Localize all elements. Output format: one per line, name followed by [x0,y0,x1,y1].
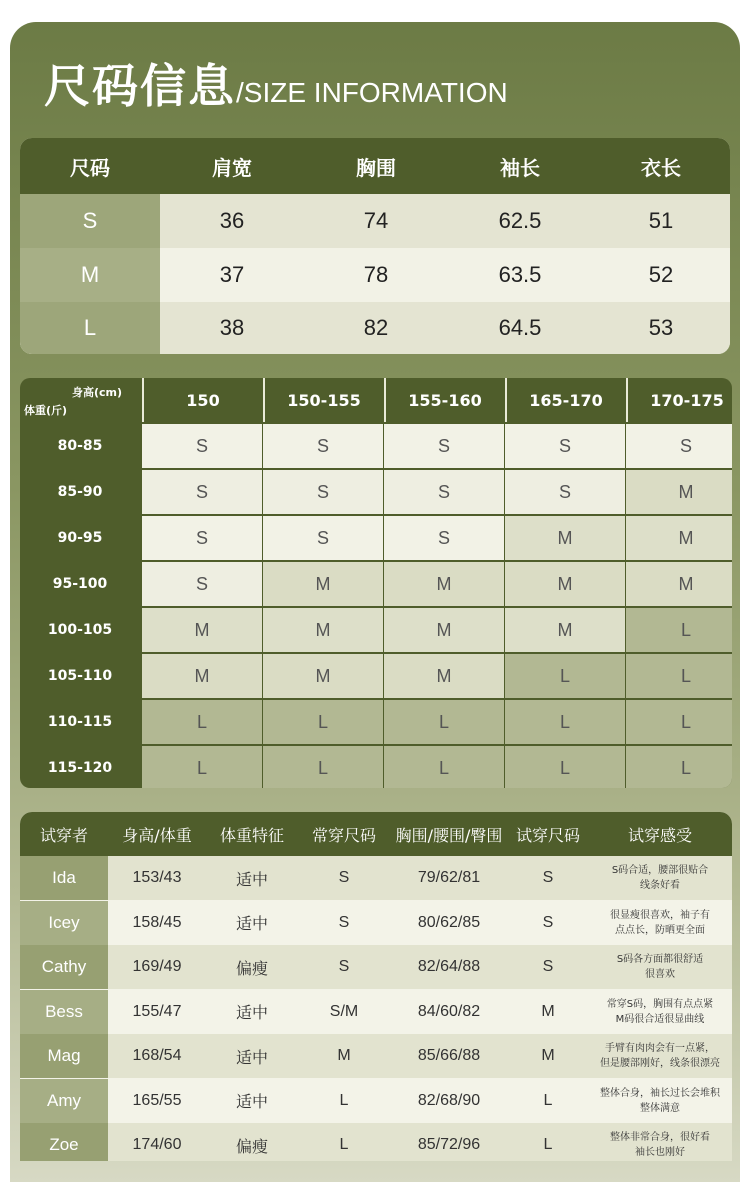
tester-name: Cathy [20,945,108,989]
feedback-cell: S码合适，腰部很贴合 线条好看 [611,865,709,891]
height-column-header: 165-170 [505,378,625,422]
table-cell: 74 [363,208,389,233]
table-row [20,194,730,248]
header-feedback: 试穿感受 [627,825,692,845]
build-cell: 适中 [235,916,268,933]
weight-row-label: 115-120 [47,760,113,776]
recommended-size-cell: S [142,562,262,606]
height-weight-cell: 169/49 [132,958,182,975]
weight-row-label: 100-105 [47,622,113,638]
recommended-size-cell: L [505,746,625,788]
measurements-cell: 82/68/90 [417,1091,481,1109]
recommended-size-cell: M [626,516,732,560]
height-weight-cell: 153/43 [132,869,182,886]
weight-row-label: 85-90 [57,484,103,500]
tried-size-cell: S [542,869,554,886]
weight-row-label: 95-100 [52,576,108,592]
recommended-size-cell: S [142,470,262,514]
table-cell: 36 [219,208,245,233]
recommended-size-cell: S [263,516,383,560]
size-label: S [20,194,160,248]
build-cell: 适中 [235,1094,268,1111]
size-table-header [20,138,730,194]
height-column-header: 170-175 [626,378,732,422]
tester-row [20,1034,732,1078]
height-weight-cell: 168/54 [132,1047,182,1064]
tester-row [20,1079,732,1123]
feedback-cell: 很显瘦很喜欢，袖子有 点点长，防晒更全面 [610,909,710,936]
recommended-size-cell: L [505,654,625,698]
tester-name: Zoe [20,1123,108,1161]
weight-row-label: 90-95 [57,530,103,546]
tester-name: Amy [20,1079,108,1123]
recommended-size-cell: L [626,654,732,698]
header-shoulder: 肩宽 [212,155,252,180]
usual-size-cell: L [339,1136,349,1153]
recommended-size-cell: S [626,424,732,468]
tried-size-cell: M [541,1002,555,1020]
recommended-size-cell: M [142,608,262,652]
recommended-size-cell: S [505,470,625,514]
height-column-header: 155-160 [384,378,504,422]
weight-axis-label: 体重(斤) [24,404,68,417]
tester-row [20,1123,732,1161]
tester-row [20,901,732,945]
size-recommendation-table [20,378,732,788]
tester-name: Bess [20,990,108,1034]
recommended-size-cell: M [263,562,383,606]
usual-size-cell: S [338,913,350,931]
table-cell: 62.5 [498,208,542,233]
tried-size-cell: S [542,958,554,975]
recommended-size-cell: L [626,608,732,652]
measurements-cell: 85/72/96 [417,1136,481,1153]
table-cell: 82 [363,315,389,340]
page-title [44,50,508,116]
recommended-size-cell: L [263,700,383,744]
usual-size-cell: S [338,958,350,975]
table-row [20,302,730,354]
header-measurements: 胸围/腰围/臀围 [395,825,503,845]
recommended-size-cell: M [384,562,504,606]
recommended-size-cell: S [263,424,383,468]
feedback-cell: S码各方面都很舒适 很喜欢 [616,954,704,980]
recommended-size-cell: S [384,424,504,468]
header-sleeve: 袖长 [500,155,540,180]
feedback-cell: 整体非常合身，很好看 袖长也刚好 [610,1132,710,1158]
header-chest: 胸围 [356,155,396,180]
tester-row [20,856,732,900]
size-label: L [20,302,160,354]
measurements-cell: 80/62/85 [417,913,481,931]
measurements-cell: 82/64/88 [417,958,481,975]
recommended-size-cell: L [384,700,504,744]
recommended-size-cell: M [263,654,383,698]
recommended-size-cell: M [384,654,504,698]
usual-size-cell: S [338,869,350,886]
tried-size-cell: L [543,1136,553,1153]
recommended-size-cell: S [384,516,504,560]
size-measurement-table [20,138,730,354]
title-zh: 尺码信息 [44,59,236,113]
height-axis-label: 身高(cm) [72,386,123,399]
recommended-size-cell: S [505,424,625,468]
table-cell: 52 [648,262,674,287]
build-cell: 适中 [235,871,268,889]
height-weight-cell: 158/45 [132,913,182,931]
weight-row-label: 80-85 [57,438,103,454]
header-length: 衣长 [641,155,681,180]
table-cell: 64.5 [498,315,542,340]
measurements-cell: 84/60/82 [417,1002,481,1020]
table-cell: 51 [648,208,674,233]
build-cell: 适中 [235,1049,268,1067]
header-build: 体重特征 [219,825,284,845]
table-corner-label [20,378,140,422]
height-column-header: 150 [142,378,262,422]
table-row [20,248,730,302]
weight-row-label: 110-115 [47,714,113,730]
table-cell: 63.5 [498,262,542,287]
recommended-size-cell: S [142,424,262,468]
tester-row [20,945,732,989]
recommended-size-cell: M [626,470,732,514]
usual-size-cell: L [339,1091,349,1109]
weight-row-label: 105-110 [47,668,113,684]
height-column-header: 150-155 [263,378,383,422]
table-cell: 38 [219,315,245,340]
tester-row [20,990,732,1034]
tryon-table-header [20,812,732,856]
table-cell: 53 [648,315,674,340]
tried-size-cell: M [541,1047,555,1064]
recommended-size-cell: L [263,746,383,788]
height-weight-cell: 165/55 [132,1091,182,1109]
header-usual-size: 常穿尺码 [311,825,376,845]
tried-size-cell: L [543,1091,553,1109]
header-tester: 试穿者 [39,825,88,845]
feedback-cell: 整体合身，袖长过长会堆积 整体满意 [600,1087,720,1114]
measurements-cell: 85/66/88 [417,1047,481,1064]
recommended-size-cell: S [263,470,383,514]
recommended-size-cell: M [142,654,262,698]
height-weight-cell: 155/47 [132,1002,182,1020]
usual-size-cell: S/M [329,1002,359,1020]
header-height-weight: 身高/体重 [122,825,192,845]
tester-name: Ida [20,856,108,900]
recommended-size-cell: L [142,700,262,744]
feedback-cell: 常穿S码，胸围有点点紧 M码很合适很显曲线 [606,998,714,1025]
build-cell: 适中 [235,1005,268,1022]
recommended-size-cell: M [263,608,383,652]
recommended-size-cell: S [384,470,504,514]
recommended-size-cell: L [142,746,262,788]
recommended-size-cell: L [626,746,732,788]
recommended-size-cell: L [384,746,504,788]
table-cell: 78 [363,262,389,287]
tried-size-cell: S [542,913,554,931]
build-cell: 偏瘦 [235,1138,268,1156]
recommended-size-cell: L [626,700,732,744]
recommended-size-cell: L [505,700,625,744]
tester-name: Icey [20,901,108,945]
recommended-size-cell: M [505,562,625,606]
measurements-cell: 79/62/81 [417,869,481,886]
size-label: M [20,248,160,302]
table-cell: 37 [219,262,245,287]
usual-size-cell: M [337,1047,351,1064]
recommended-size-cell: M [626,562,732,606]
tester-name: Mag [20,1034,108,1078]
recommended-size-cell: M [505,516,625,560]
feedback-cell: 手臂有肉肉会有一点紧， 但是腰部刚好，线条很漂亮 [600,1043,720,1069]
header-tried-size: 试穿尺码 [515,825,580,845]
recommended-size-cell: M [384,608,504,652]
build-cell: 偏瘦 [235,960,268,978]
title-en: /SIZE INFORMATION [236,77,508,108]
recommended-size-cell: S [142,516,262,560]
height-weight-cell: 174/60 [132,1136,182,1153]
recommended-size-cell: M [505,608,625,652]
tryon-feedback-table [20,812,732,1161]
header-size: 尺码 [70,155,110,180]
